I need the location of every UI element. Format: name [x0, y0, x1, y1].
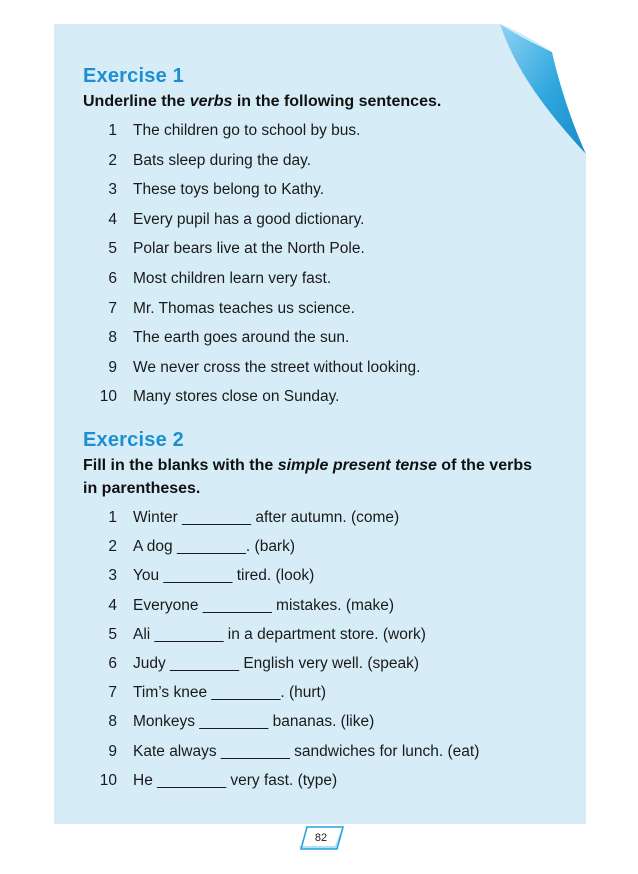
list-item: 2 A dog ________. (bark)	[108, 538, 296, 556]
list-item: 4 Every pupil has a good dictionary.	[108, 210, 365, 228]
exercise-1-header	[83, 64, 441, 113]
list-item: 3 These toys belong to Kathy.	[108, 181, 324, 199]
list-item: 6 Judy ________ English very well. (speak)	[108, 654, 420, 672]
page-number: 82	[314, 832, 328, 844]
list-item: 9 Kate always ________ sandwiches for lunch. (eat)	[108, 742, 480, 760]
list-item: 1 The children go to school by bus.	[108, 122, 361, 139]
page-number-badge	[297, 826, 347, 850]
exercise-2-instruction: Fill in the blanks with the simple present tense of the verbs in parentheses.	[83, 457, 532, 497]
list-item: 1 Winter ________ after autumn. (come)	[108, 509, 400, 526]
list-item: 7 Tim’s knee ________. (hurt)	[108, 684, 326, 702]
list-item: 8 Monkeys ________ bananas. (like)	[108, 713, 375, 731]
exercise-1-list	[83, 122, 420, 418]
exercise-2-title: Exercise 2	[83, 429, 184, 451]
list-item: 10 Many stores close on Sunday.	[99, 388, 340, 406]
exercise-2-header	[83, 428, 533, 500]
exercise-1-instruction: Underline the verbs in the following sentences.	[83, 93, 442, 110]
list-item: 4 Everyone ________ mistakes. (make)	[108, 596, 395, 614]
list-item: 2 Bats sleep during the day.	[108, 151, 312, 169]
list-item: 5 Ali ________ in a department store. (work)	[108, 625, 426, 643]
list-item: 8 The earth goes around the sun.	[108, 329, 350, 347]
list-item: 7 Mr. Thomas teaches us science.	[108, 299, 355, 317]
exercise-2-list	[83, 509, 479, 801]
list-item: 10 He ________ very fast. (type)	[99, 771, 338, 789]
list-item: 5 Polar bears live at the North Pole.	[108, 240, 365, 258]
list-item: 3 You ________ tired. (look)	[108, 567, 315, 585]
list-item: 6 Most children learn very fast.	[108, 269, 332, 287]
exercise-1-title: Exercise 1	[83, 65, 184, 87]
list-item: 9 We never cross the street without looking.	[108, 358, 421, 376]
